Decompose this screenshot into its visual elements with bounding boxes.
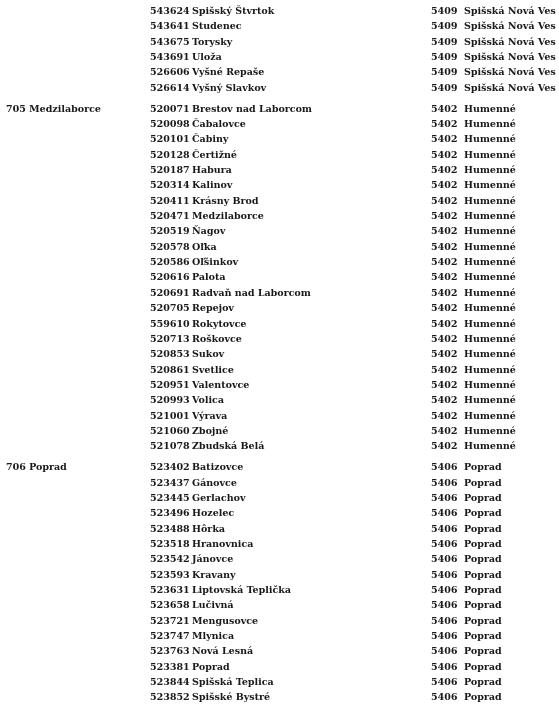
municipality-name: Čertižné <box>192 149 237 161</box>
region-code: 5406 <box>431 554 458 566</box>
region-code: 5402 <box>431 195 458 207</box>
region-code: 5406 <box>431 477 458 489</box>
region-code: 5402 <box>431 180 458 192</box>
municipality-code: 520705 <box>150 303 190 315</box>
region-name: Humenné <box>464 134 516 146</box>
table-row <box>0 333 559 347</box>
region-code: 5406 <box>431 615 458 627</box>
municipality-code: 520713 <box>150 333 190 345</box>
region-name: Poprad <box>464 569 502 581</box>
municipality-name: Spišské Bystré <box>192 692 271 704</box>
table-row <box>0 225 559 239</box>
region-code: 5402 <box>431 241 458 253</box>
region-code: 5406 <box>431 631 458 642</box>
region-name: Humenné <box>464 441 516 453</box>
municipality-name: Roškovce <box>192 333 242 345</box>
table-row <box>0 133 559 147</box>
region-name: Humenné <box>464 195 516 207</box>
municipality-code: 520411 <box>150 195 190 207</box>
region-code: 5406 <box>431 538 458 550</box>
region-name: Humenné <box>464 364 516 376</box>
region-name: Humenné <box>464 333 516 345</box>
table-row <box>0 195 559 209</box>
municipality-name: Čabalovce <box>192 118 246 130</box>
municipality-name: Habura <box>192 165 232 176</box>
region-name: Poprad <box>464 631 502 642</box>
region-code: 5409 <box>431 21 458 33</box>
region-name: Humenné <box>464 303 516 315</box>
table-row <box>0 164 559 178</box>
municipality-name: Torysky <box>192 36 233 48</box>
municipality-name: Rokytovce <box>192 318 247 330</box>
region-name: Humenné <box>464 379 516 391</box>
municipality-name: Poprad <box>192 661 230 673</box>
table-row <box>0 379 559 393</box>
region-name: Spišská Nová Ves <box>464 21 556 33</box>
municipality-name: Batizovce <box>192 462 244 474</box>
municipality-name: Mengusovce <box>192 615 259 627</box>
municipality-code: 523488 <box>150 523 190 535</box>
region-code: 5402 <box>431 364 458 376</box>
region-code: 5402 <box>431 395 458 407</box>
table-row <box>0 318 559 332</box>
municipality-code: 543691 <box>150 52 190 64</box>
municipality-name: Vyšný Slavkov <box>192 82 267 94</box>
table-row <box>0 661 559 675</box>
table-row <box>0 256 559 270</box>
table-row <box>0 477 559 491</box>
region-name: Poprad <box>464 523 502 535</box>
table-row <box>0 118 559 132</box>
municipality-code: 521001 <box>150 410 190 422</box>
table-row <box>0 599 559 613</box>
table-row <box>0 66 559 80</box>
table-row <box>0 271 559 285</box>
municipality-name: Valentovce <box>192 379 250 391</box>
region-code: 5402 <box>431 303 458 315</box>
municipality-code: 523593 <box>150 569 190 581</box>
region-name: Poprad <box>464 584 502 596</box>
region-code: 5406 <box>431 646 458 658</box>
table-row <box>0 103 559 117</box>
municipality-name: Ňagov <box>192 226 226 238</box>
municipality-code: 520691 <box>150 287 190 299</box>
table-row <box>0 461 559 475</box>
municipality-code: 523437 <box>150 477 190 489</box>
municipality-code: 523542 <box>150 554 190 566</box>
municipality-code: 520993 <box>150 395 190 407</box>
municipality-name: Repejov <box>192 303 234 315</box>
municipality-code: 523747 <box>150 631 190 642</box>
region-code: 5409 <box>431 52 458 64</box>
region-code: 5406 <box>431 492 458 504</box>
region-code: 5402 <box>431 103 458 115</box>
municipality-name: Hozelec <box>192 508 235 520</box>
municipality-code: 559610 <box>150 318 190 330</box>
municipality-name: Radvaň nad Laborcom <box>192 287 311 299</box>
municipality-code: 523763 <box>150 646 190 658</box>
region-code: 5402 <box>431 272 458 284</box>
municipality-name: Mlynica <box>192 631 235 642</box>
region-name: Poprad <box>464 615 502 627</box>
region-name: Humenné <box>464 425 516 437</box>
municipality-code: 523518 <box>150 538 190 550</box>
municipality-name: Jánovce <box>192 554 234 566</box>
table-row <box>0 425 559 439</box>
region-code: 5406 <box>431 584 458 596</box>
table-row <box>0 569 559 583</box>
region-name: Spišská Nová Ves <box>464 82 556 94</box>
region-code: 5406 <box>431 600 458 612</box>
region-name: Poprad <box>464 492 502 504</box>
region-name: Spišská Nová Ves <box>464 52 556 64</box>
table-row <box>0 20 559 34</box>
municipality-name: Studenec <box>192 21 242 33</box>
municipality-code: 543675 <box>150 36 190 48</box>
region-name: Humenné <box>464 272 516 284</box>
region-name: Humenné <box>464 395 516 407</box>
municipality-name: Palota <box>192 272 226 284</box>
municipality-name: Svetlice <box>192 364 234 376</box>
municipality-name: Krásny Brod <box>192 195 259 207</box>
municipality-code: 523852 <box>150 692 190 704</box>
region-code: 5406 <box>431 569 458 581</box>
municipality-code: 520098 <box>150 118 190 130</box>
municipality-name: Uloža <box>192 52 222 64</box>
region-code: 5409 <box>431 36 458 48</box>
municipality-code: 520101 <box>150 134 190 146</box>
municipality-name: Gánovce <box>192 477 237 489</box>
table-row <box>0 523 559 537</box>
table-row <box>0 394 559 408</box>
municipality-code: 520471 <box>150 211 190 223</box>
municipality-name: Brestov nad Laborcom <box>192 103 312 115</box>
region-name: Poprad <box>464 692 502 704</box>
municipality-code: 520187 <box>150 165 190 176</box>
table-row <box>0 5 559 19</box>
municipality-name: Medzilaborce <box>192 211 264 223</box>
region-name: Poprad <box>464 508 502 520</box>
table-row <box>0 676 559 690</box>
region-code: 5409 <box>431 82 458 94</box>
region-code: 5402 <box>431 134 458 146</box>
municipality-code: 523658 <box>150 600 190 612</box>
municipality-code: 523402 <box>150 462 190 474</box>
region-name: Humenné <box>464 103 516 115</box>
region-code: 5402 <box>431 441 458 453</box>
table-row <box>0 538 559 552</box>
municipality-code: 520861 <box>150 364 190 376</box>
table-row <box>0 241 559 255</box>
region-name: Humenné <box>464 180 516 192</box>
table-row <box>0 507 559 521</box>
municipality-name: Gerlachov <box>192 492 246 504</box>
table-row <box>0 210 559 224</box>
region-name: Spišská Nová Ves <box>464 67 556 79</box>
municipality-name: Kravany <box>192 569 236 581</box>
table-row <box>0 584 559 598</box>
region-code: 5402 <box>431 349 458 361</box>
municipality-code: 520616 <box>150 272 190 284</box>
municipality-code: 523844 <box>150 677 190 689</box>
table-row <box>0 615 559 629</box>
municipality-name: Čabiny <box>192 134 229 146</box>
district-label: 706 Poprad <box>6 462 67 474</box>
region-code: 5402 <box>431 257 458 269</box>
table-row <box>0 440 559 454</box>
table-row <box>0 364 559 378</box>
table-row <box>0 410 559 424</box>
municipality-name: Spišská Teplica <box>192 677 274 689</box>
table-row <box>0 36 559 50</box>
region-code: 5402 <box>431 118 458 130</box>
region-code: 5406 <box>431 677 458 689</box>
municipality-code: 521078 <box>150 441 190 453</box>
municipality-code: 520314 <box>150 180 190 192</box>
region-name: Humenné <box>464 118 516 130</box>
region-code: 5406 <box>431 692 458 704</box>
municipality-code: 526614 <box>150 82 190 94</box>
municipality-name: Sukov <box>192 349 225 361</box>
region-name: Humenné <box>464 149 516 161</box>
municipality-code: 520586 <box>150 257 190 269</box>
table-row <box>0 179 559 193</box>
table-row <box>0 149 559 163</box>
region-code: 5406 <box>431 523 458 535</box>
municipality-name: Lučivná <box>192 600 234 612</box>
municipality-name: Zbojné <box>192 425 229 437</box>
district-label: 705 Medzilaborce <box>6 103 101 115</box>
table-row <box>0 492 559 506</box>
municipality-name: Hranovnica <box>192 538 254 550</box>
region-name: Humenné <box>464 241 516 253</box>
region-code: 5409 <box>431 6 458 17</box>
table-row <box>0 645 559 659</box>
table-row <box>0 348 559 362</box>
region-code: 5406 <box>431 462 458 474</box>
region-name: Humenné <box>464 257 516 269</box>
municipality-code: 523496 <box>150 508 190 520</box>
municipality-code: 523721 <box>150 615 190 627</box>
municipality-name: Výrava <box>192 410 228 422</box>
table-row <box>0 691 559 705</box>
municipality-code: 526606 <box>150 67 190 79</box>
region-code: 5402 <box>431 226 458 238</box>
region-code: 5402 <box>431 287 458 299</box>
region-code: 5402 <box>431 379 458 391</box>
region-name: Humenné <box>464 349 516 361</box>
municipality-code: 520128 <box>150 149 190 161</box>
municipality-code: 520951 <box>150 379 190 391</box>
region-code: 5406 <box>431 661 458 673</box>
municipality-code: 520071 <box>150 103 190 115</box>
region-code: 5402 <box>431 333 458 345</box>
municipality-name: Volica <box>192 395 224 407</box>
municipality-name: Zbudská Belá <box>192 441 265 453</box>
municipality-name: Liptovská Teplička <box>192 584 291 596</box>
region-name: Poprad <box>464 554 502 566</box>
region-name: Poprad <box>464 477 502 489</box>
region-name: Humenné <box>464 226 516 238</box>
municipality-code: 523445 <box>150 492 190 504</box>
municipality-code: 521060 <box>150 425 190 437</box>
region-code: 5402 <box>431 425 458 437</box>
region-code: 5402 <box>431 165 458 176</box>
region-code: 5409 <box>431 67 458 79</box>
municipality-code: 520519 <box>150 226 190 238</box>
municipality-code: 523631 <box>150 584 190 596</box>
table-row <box>0 82 559 96</box>
municipality-code: 543624 <box>150 6 190 17</box>
region-code: 5402 <box>431 211 458 223</box>
municipality-name: Kalinov <box>192 180 233 192</box>
region-name: Spišská Nová Ves <box>464 6 556 17</box>
region-name: Humenné <box>464 318 516 330</box>
municipality-code: 520853 <box>150 349 190 361</box>
region-name: Poprad <box>464 646 502 658</box>
municipality-name: Vyšné Repaše <box>192 67 265 79</box>
table-row <box>0 302 559 316</box>
municipality-name: Nová Lesná <box>192 646 254 658</box>
table-row <box>0 553 559 567</box>
table-row <box>0 630 559 644</box>
municipality-name: Spišský Štvrtok <box>192 6 275 17</box>
region-name: Poprad <box>464 600 502 612</box>
region-name: Humenné <box>464 410 516 422</box>
table-row <box>0 51 559 65</box>
municipality-code: 543641 <box>150 21 190 33</box>
municipality-code: 520578 <box>150 241 190 253</box>
region-name: Humenné <box>464 287 516 299</box>
region-name: Humenné <box>464 165 516 176</box>
region-name: Poprad <box>464 677 502 689</box>
region-name: Poprad <box>464 462 502 474</box>
region-code: 5406 <box>431 508 458 520</box>
region-name: Poprad <box>464 538 502 550</box>
table-row <box>0 287 559 301</box>
municipality-code: 523381 <box>150 661 190 673</box>
region-code: 5402 <box>431 410 458 422</box>
municipality-name: Oľšinkov <box>192 257 239 269</box>
region-code: 5402 <box>431 318 458 330</box>
region-name: Poprad <box>464 661 502 673</box>
region-name: Spišská Nová Ves <box>464 36 556 48</box>
region-name: Humenné <box>464 211 516 223</box>
region-code: 5402 <box>431 149 458 161</box>
municipality-name: Hôrka <box>192 523 226 535</box>
municipality-name: Oľka <box>192 241 217 253</box>
